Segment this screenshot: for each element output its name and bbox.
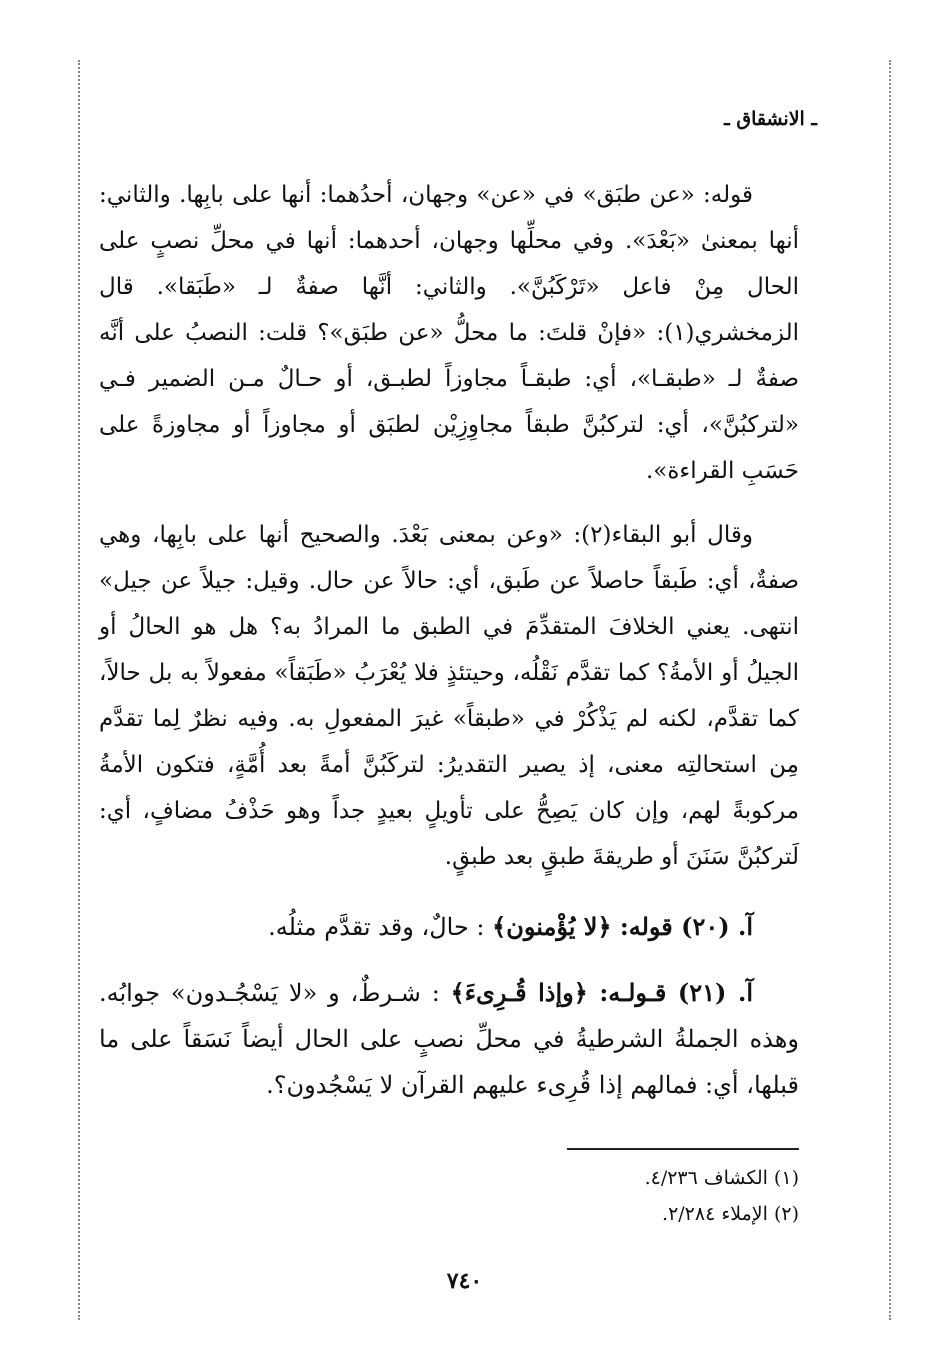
- verse-label: آ. (٢١) قـولـه: ﴿وإذا قُـرِىءَ﴾: [450, 978, 753, 1007]
- verse-commentary: : شـرطٌ، و «لا يَسْجُـدون» جوابُه. وهذه الجملةُ الشرطيةُ في محلِّ نصبٍ على الحال أيضاً نَسَقاً على ما قبلها، أي: فمالهم إذا قُرِىء عليهم القرآن لا يَسْجُدون؟.: [99, 979, 799, 1099]
- paragraph-text: قوله: «عن طبَق» في «عن» وجهان، أحدُهما: أنها على بابِها. والثاني: أنها بمعنىٰ «بَعْدَ». وفي محلِّها وجهان، أحدهما: أنها في محلِّ نصبٍ على الحال مِنْ فاعل «تَرْكَبُنَّ». والثاني: أنَّها صفةٌ لـ «طَبَقا». قال الزمخشري(١): «فإنْ قلتَ: ما محلُّ «عن طبَق»؟ قلت: النصبُ على أنَّه صفةٌ لـ «طبقـا»، أي: طبقـاً مجاوزاً لطبـق، أو حـالٌ مـن الضمير فـي «لتركبُنَّ»، أي: لتركبُنَّ طبقاً مجاوِزِيْن لطبَق أو مجاوزاً أو مجاوزةً على حَسَبِ القراءة».: [99, 182, 799, 484]
- footnote-1: (١) الكشاف ٤/٢٣٦.: [644, 1167, 799, 1189]
- footnote-2: (٢) الإملاء ٢/٢٨٤.: [662, 1203, 799, 1225]
- verse-paragraph: [99, 970, 799, 1108]
- scan-edge-left: [78, 60, 80, 1320]
- page-number: ٧٤٠: [446, 1268, 483, 1294]
- footnote-divider: [567, 1148, 799, 1150]
- running-header: ـ الانشقاق ـ: [724, 108, 817, 130]
- paragraph-1: [99, 172, 799, 494]
- verse-20-commentary: [99, 904, 799, 950]
- scan-edge-right: [889, 60, 891, 1320]
- footnotes: [645, 1160, 799, 1232]
- verse-21-commentary: [99, 970, 799, 1108]
- verse-label: آ. (٢٠) قوله: ﴿لا يُؤْمنون﴾: [492, 912, 753, 941]
- verse-commentary: : حالٌ، وقد تقدَّم مثلُه.: [268, 913, 485, 941]
- paragraph-text: وقال أبو البقاء(٢): «وعن بمعنى بَعْدَ. والصحيح أنها على بابِها، وهي صفةٌ، أي: طَبقاً حاصلاً عن طَبق، أي: حالاً عن حال. وقيل: جيلاً عن جيل» انتهى. يعني الخلافَ المتقدِّمَ في الطبق ما المرادُ به؟ هل هو الحالُ أو الجيلُ أو الأمةُ؟ كما تقدَّم نَقْلُه، وحيتئذٍ فلا يُعْرَبُ «طَبَقاً» مفعولاً به بل حالاً، كما تقدَّم، لكنه لم يَذْكُرْ في «طبقاً» غيرَ المفعولِ به. وفيه نظرٌ لِما تقدَّم مِن استحالتِه معنى، إذ يصير التقديرُ: لتركَبُنَّ أمةً بعد أُمَّةٍ، فتكون الأمةُ مركوبةً لهم، وإن كان يَصِحُّ على تأويلٍ بعيدٍ جداً وهو حَذْفُ مضافٍ، أي: لَتركبُنَّ سَنَنَ أو طريقةَ طبقٍ بعد طبقٍ.: [99, 522, 799, 870]
- verse-paragraph: [99, 904, 799, 950]
- paragraph-2: [99, 512, 799, 880]
